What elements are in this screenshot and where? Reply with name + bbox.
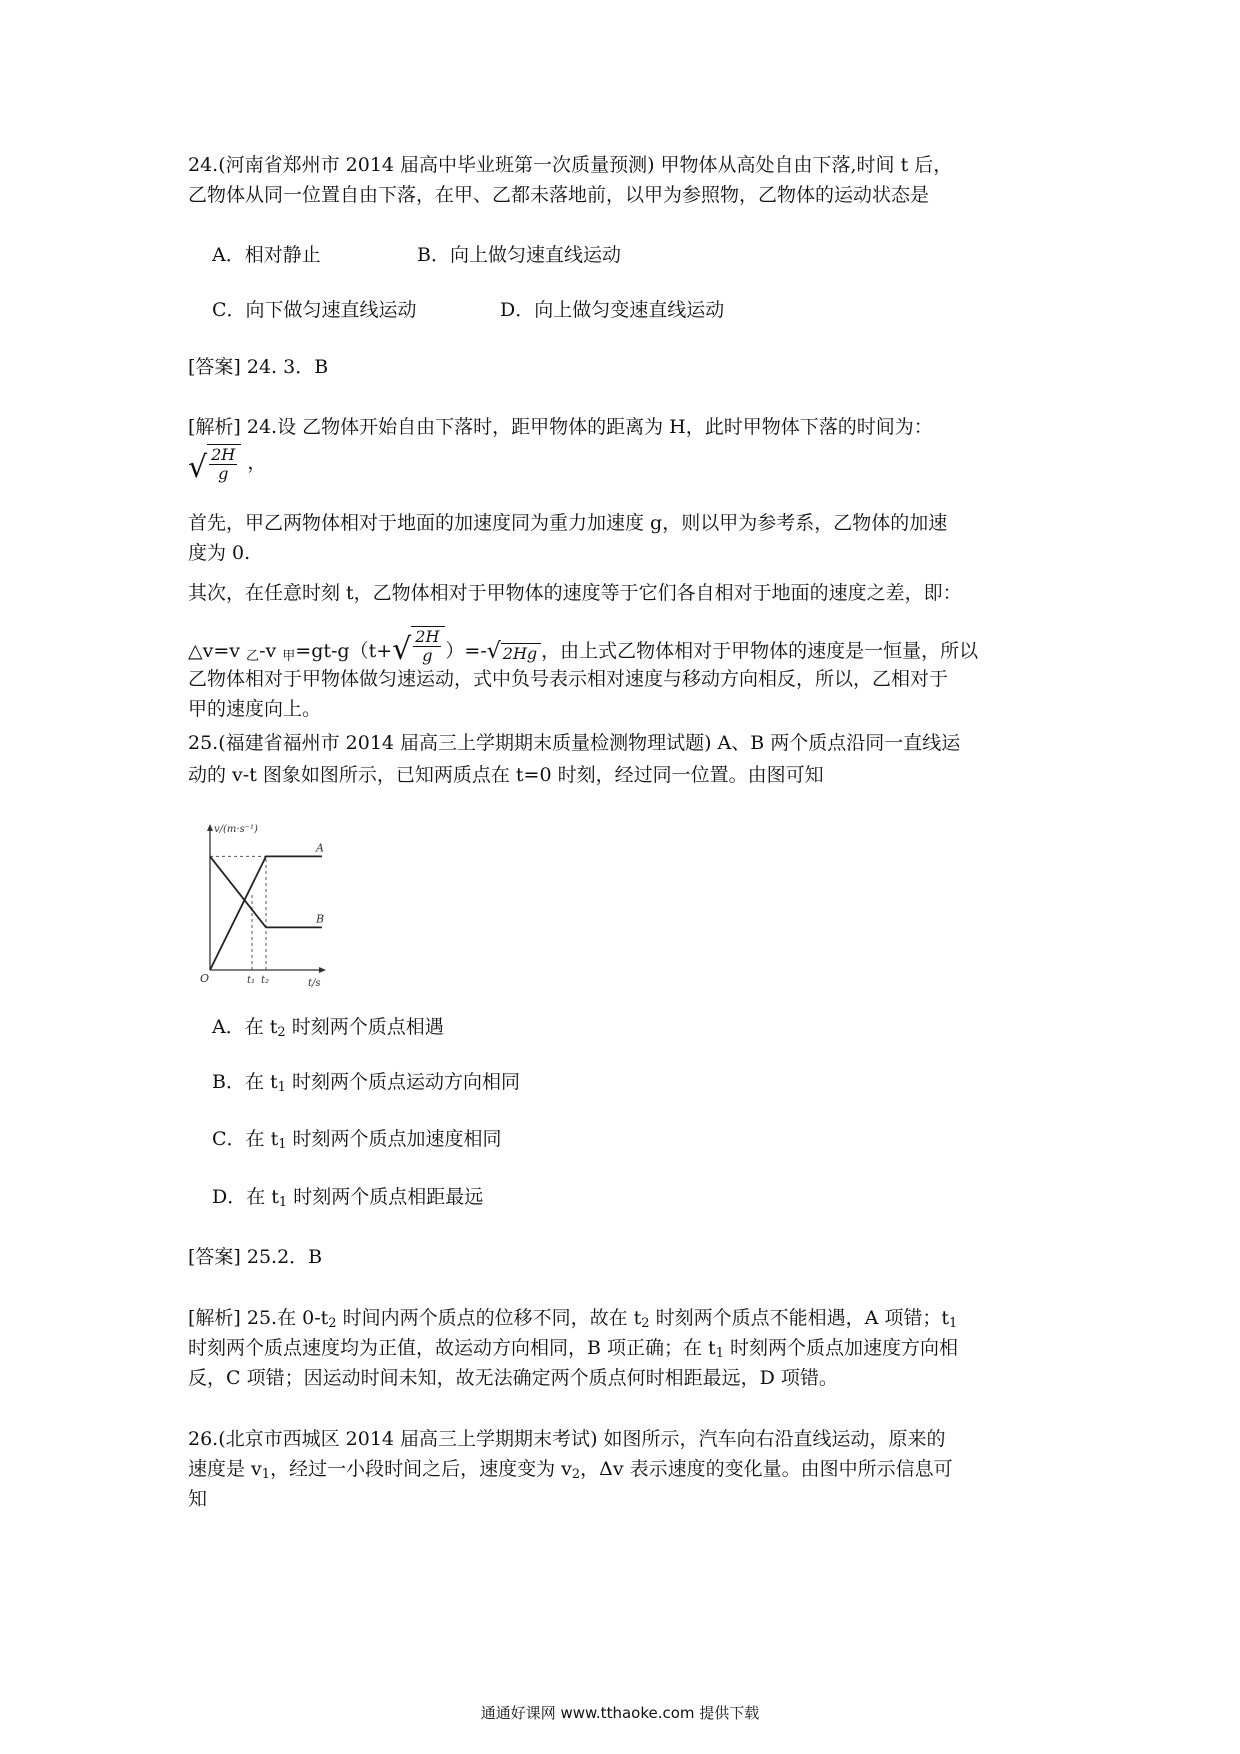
sqrt-2hg: √ 2Hg [487, 641, 541, 663]
y-axis-arrow [207, 824, 213, 831]
q24-option-b: B．向上做匀速直线运动 [417, 244, 621, 266]
q25-option-d: D．在 $t_1$ 时刻两个质点相距最远 [212, 1186, 484, 1210]
series-label-a: A [316, 841, 324, 855]
q24-option-c: C．向下做匀速直线运动 [212, 299, 417, 321]
chart-xlabel: t/s [308, 978, 321, 989]
x-tick-label-2: t₂ [261, 975, 270, 986]
q24-analysis-line2: 首先，甲乙两物体相对于地面的加速度同为重力加速度 g，则以甲为参考系，乙物体的加速 [188, 512, 948, 534]
q25-stem-line1: 25.(福建省福州市 2014 届高三上学期期末质量检测物理试题) A、B 两个质点沿同一直线运 [188, 732, 961, 754]
q25-answer: [答案] 25.2．B [188, 1246, 323, 1268]
q25-option-c: C．在 $t_1$ 时刻两个质点加速度相同 [212, 1128, 502, 1152]
q24-analysis-line3: 度为 0. [188, 542, 251, 564]
q24-equation: △v=v $_乙$-v $_甲$=gt-g（t+ √ $\frac{2H}{g}$ ）=- √ 2Hg ，由上式乙物体相对于甲物体的速度是一恒量，所以 [188, 627, 979, 667]
q26-stem-line2: 速度是 $v_1$，经过一小段时间之后，速度变为 $v_2$，Δv 表示速度的变化量。由图中所示信息可 [188, 1458, 953, 1482]
x-tick-label-1: t₁ [247, 975, 256, 986]
q25-stem-line2: 动的 v-t 图象如图所示，已知两质点在 t=0 时刻，经过同一位置。由图可知 [188, 764, 824, 786]
q25-option-a: A．在 $t_2$ 时刻两个质点相遇 [212, 1016, 444, 1040]
vt-chart [200, 820, 350, 1000]
q24-analysis-line5: 乙物体相对于甲物体做匀速运动，式中负号表示相对速度与移动方向相反，所以，乙相对于 [188, 668, 949, 690]
q24-option-d: D．向上做匀变速直线运动 [500, 299, 725, 321]
sqrt-2h-over-g-inline: √ $\frac{2H}{g}$ [392, 626, 445, 665]
q24-analysis-line1: [解析] 24.设 乙物体开始自由下落时，距甲物体的距离为 H，此时甲物体下落的时间为： [188, 416, 933, 438]
page-footer: 通通好课网 www.tthaoke.com 提供下载 [480, 1704, 760, 1722]
chart-ylabel: v/(m·s⁻¹) [214, 824, 258, 835]
q26-stem-line1: 26.(北京市西城区 2014 届高三上学期期末考试) 如图所示，汽车向右沿直线运动，原来的 [188, 1428, 946, 1450]
q24-stem-line1: 24.(河南省郑州市 2014 届高中毕业班第一次质量预测) 甲物体从高处自由下落,时间 t 后， [188, 154, 953, 176]
q25-option-b: B．在 $t_1$ 时刻两个质点运动方向相同 [212, 1071, 520, 1095]
q24-sqrt-formula: √ $\frac{2H}{g}$ ， [188, 445, 267, 485]
series-label-b: B [316, 912, 325, 926]
q24-analysis-line6: 甲的速度向上。 [188, 698, 322, 720]
q24-answer: [答案] 24. 3．B [188, 356, 329, 378]
q25-analysis-line2: 时刻两个质点速度均为正值，故运动方向相同，B 项正确；在 $t_1$ 时刻两个质点加速度方向相 [188, 1337, 959, 1361]
q24-option-a: A．相对静止 [212, 244, 321, 266]
x-axis-arrow [319, 967, 326, 973]
q24-analysis-line4: 其次，在任意时刻 t，乙物体相对于甲物体的速度等于它们各自相对于地面的速度之差，即： [188, 582, 962, 604]
sqrt-2h-over-g: √ $\frac{2H}{g}$ [188, 444, 241, 483]
chart-origin-label: O [200, 972, 210, 985]
q25-analysis-line3: 反，C 项错；因运动时间未知，故无法确定两个质点何时相距最远，D 项错。 [188, 1367, 838, 1389]
q25-analysis-line1: [解析] 25.在 $0-t_2$ 时间内两个质点的位移不同，故在 $t_2$ 时刻两个质点不能相遇，A 项错；$t_1$ [188, 1307, 958, 1331]
q24-stem-line2: 乙物体从同一位置自由下落，在甲、乙都未落地前，以甲为参照物，乙物体的运动状态是 [188, 184, 930, 206]
q26-stem-line3: 知 [188, 1488, 208, 1510]
